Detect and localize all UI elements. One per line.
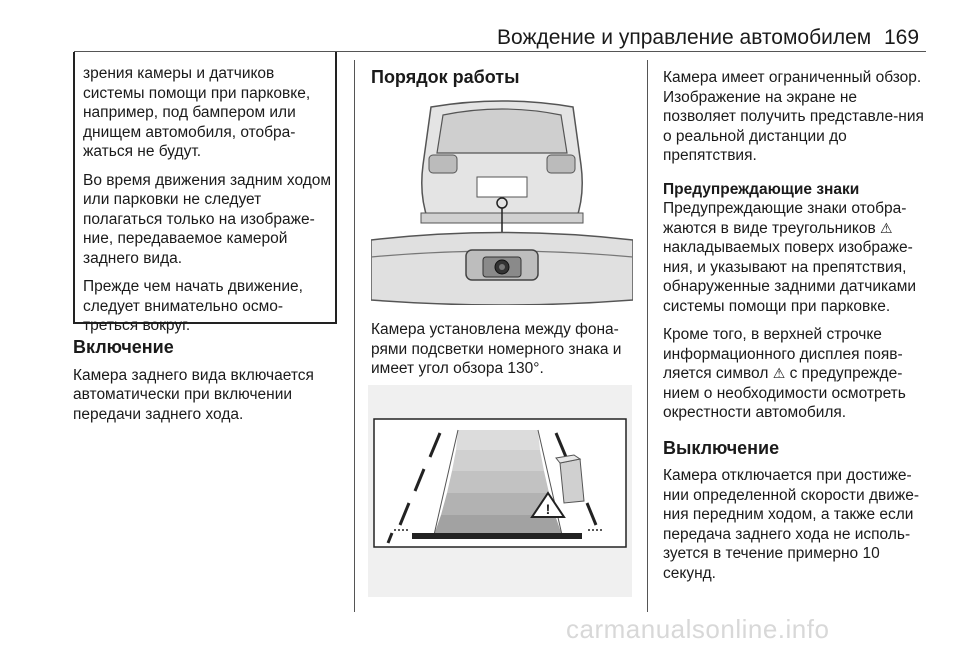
watermark: carmanualsonline.info [566, 614, 830, 644]
rear-window-illustration [437, 109, 567, 153]
figure-caption-block [371, 320, 633, 388]
column-divider-2 [647, 60, 648, 612]
heading-deactivation: Выключение [663, 437, 780, 458]
section-activation [73, 338, 337, 433]
bumper-line [412, 533, 582, 539]
warning-box [73, 52, 337, 334]
tail-light-right [547, 155, 575, 173]
page-number: 169 [884, 26, 920, 49]
paragraph-deactivation: Камера отключается при достиже-нии определенной скорости движе-ния передним ходом, а также если передача заднего хода не исполь-зуется в течение примерно 10 секунд. [663, 467, 920, 582]
paragraph-info-display: Кроме того, в верхней строчке информационного дисплея появ-ляется символ ⚠ с предупрежде-нием о необходимости осмотреть окрестности автомобиля. [663, 326, 906, 421]
warning-box-paragraph: зрения камеры и датчиков системы помощи при парковке, например, под бампером или днищем автомобиля, отобра-жаться не будут. [83, 65, 311, 160]
column-3 [663, 68, 928, 592]
heading-warning-signs: Предупреждающие знаки [663, 180, 860, 198]
license-plate [477, 177, 527, 197]
paragraph-limited-view: Камера имеет ограниченный обзор. Изображение на экране не позволяет получить представле-ния о реальной дистанции до препятствия. [663, 69, 924, 164]
section-operation [371, 68, 633, 96]
camera-display-figure [368, 385, 632, 597]
paragraph-warning-signs: Предупреждающие знаки отобра-жаются в виде треугольников ⚠ накладываемых поверх изображе-ния, и указывают на препятствия, обнаруженные задними датчиками системы помощи при парковке. [663, 200, 917, 315]
column-divider-1 [354, 60, 355, 612]
car-rear-camera-figure [371, 95, 633, 305]
page-header-title: Вождение и управление автомобилем [497, 26, 872, 49]
heading-activation: Включение [73, 337, 174, 357]
activation-text: Камера заднего вида включается автоматически при включении передачи заднего хода. [73, 366, 314, 423]
warning-box-paragraph: Прежде чем начать движение, следует внимательно осмо-треться вокруг. [83, 278, 303, 334]
warning-triangle-icon: ⚠ [772, 365, 786, 381]
figure-caption: Камера установлена между фона-рями подсветки номерного знака и имеет угол обзора 130°. [371, 321, 622, 377]
tail-light-left [429, 155, 457, 173]
svg-text:!: ! [545, 501, 551, 517]
heading-operation: Порядок работы [371, 67, 520, 87]
warning-box-paragraph: Во время движения задним ходом или парковки не следует полагаться только на изображе-ние, передаваемое камерой заднего вида. [83, 171, 332, 267]
obstacle-box [560, 459, 584, 503]
warning-triangle-icon: ⚠ [880, 219, 893, 236]
